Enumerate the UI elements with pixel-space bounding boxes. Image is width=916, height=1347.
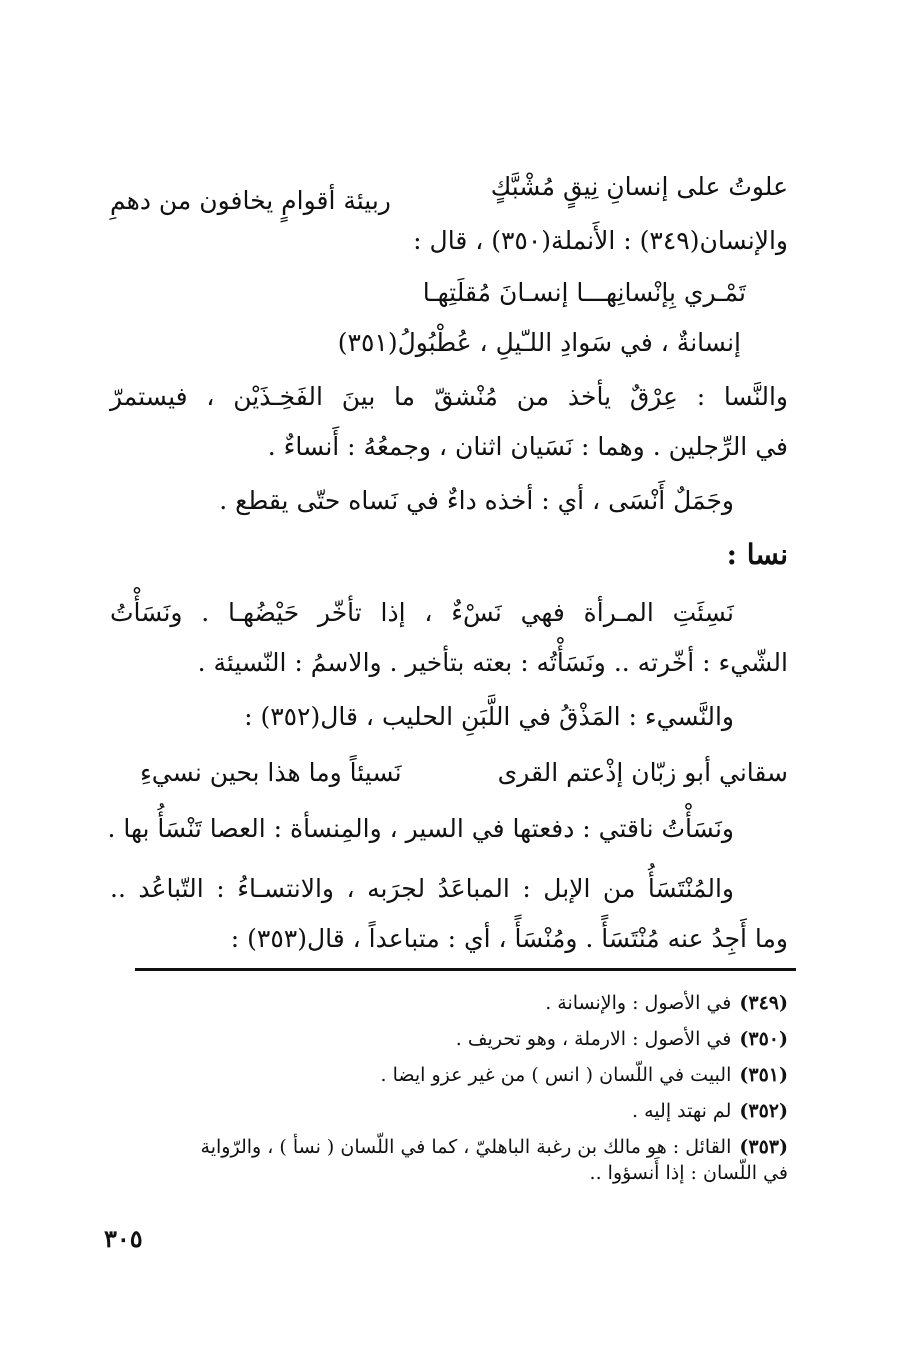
verse-1-first-hemistich: علوتُ على إنسانِ نِيقٍ مُشْبَّكٍ: [490, 172, 788, 201]
text-line-2: والإنسان(٣٤٩) : الأَنملة(٣٥٠) ، قال :: [413, 226, 788, 255]
text-line-6: في الرِّجلين . وهما : نَسَيان اثنان ، وجمعُهُ : أَنساءٌ .: [267, 432, 788, 461]
text-line-12: ونَسَأْتُ ناقتي : دفعتها في السير ، والمِنسأة : العصا تَنْسَأُ بها .: [107, 814, 734, 843]
footnote-separator-rule: [135, 968, 796, 971]
footnote-number: (٣٥٢): [739, 1100, 788, 1122]
footnote-text: القائل : هو مالك بن رغبة الباهليّ ، كما في اللّسان ( نسأ ) ، والرّواية: [200, 1136, 732, 1158]
text-line-8: نَسِئَتِ المـرأة فهي نَسْءٌ ، إذا تأخّر حَيْضُهـا . ونَسَأْتُ: [110, 598, 734, 627]
text-line-7: وجَمَلٌ أَنْسَى ، أي : أخذه داءٌ في نَساه حتّى يقطع .: [219, 486, 734, 515]
text-line-10: والنَّسيء : المَذْقُ في اللَّبَنِ الحليب ، قال(٣٥٢) :: [244, 702, 734, 731]
text-line-14: وما أَجِدُ عنه مُنْتَسَأً . ومُنْسَأً ، أي : متباعداً ، قال(٣٥٣) :: [230, 924, 788, 953]
footnote-number: (٣٥٣): [739, 1136, 788, 1158]
footnote: [110, 990, 788, 1016]
text-line-9: الشّيء : أخّرته .. ونَسَأْتُه : بعته بتأخير . والاسمُ : النّسيئة .: [197, 648, 788, 677]
entry-heading: نسا :: [726, 538, 788, 571]
footnote: [110, 1098, 788, 1124]
footnote-text: البيت في اللّسان ( انس ) من غير عزو ايضا .: [380, 1064, 732, 1086]
verse-line-1: [110, 170, 788, 215]
footnote: [110, 1134, 788, 1160]
verse-11-second-hemistich: نَسيئاً وما هذا بحين نسيءِ: [140, 758, 402, 787]
footnote: [110, 1026, 788, 1052]
verse-line-4: إنسانةٌ ، في سَوادِ اللـّيلِ ، عُطْبُولُ(٣٥١): [337, 328, 741, 357]
footnote-continuation: في اللّسان : إذا أَنسؤوا ..: [589, 1162, 788, 1184]
text-line-13: والمُنْتَسَأُ من الإبل : المباعَدُ لجرَبه ، والانتسـاءُ : التّباعُد ..: [110, 874, 734, 903]
page-number: ٣٠٥: [104, 1224, 143, 1253]
verse-line-3: تَمْـري بِإنْسانِهـــا إنسـانَ مُقلَتِهـا: [422, 278, 746, 307]
verse-11-first-hemistich: سقاني أبو زبّان إذْعتم القرى: [497, 758, 788, 787]
footnote-text: لم نهتد إليه .: [632, 1100, 732, 1122]
footnote-text: في الأصول : الارملة ، وهو تحريف .: [455, 1028, 732, 1050]
verse-line-11: [110, 756, 788, 790]
verse-1-second-hemistich: ربيئة أقوامٍ يخافون من دهمِ: [110, 186, 391, 215]
text-line-5: والنَّسا : عِرْقٌ يأخذ من مُنْشقّ ما بينَ الفَخِـذَيْن ، فيستمرّ: [110, 382, 788, 411]
footnote-text: في الأصول : والإنسانة .: [545, 992, 732, 1014]
footnote: [110, 1062, 788, 1088]
footnote-number: (٣٥٠): [739, 1028, 788, 1050]
footnote-number: (٣٥١): [739, 1064, 788, 1086]
footnote-number: (٣٤٩): [739, 992, 788, 1014]
